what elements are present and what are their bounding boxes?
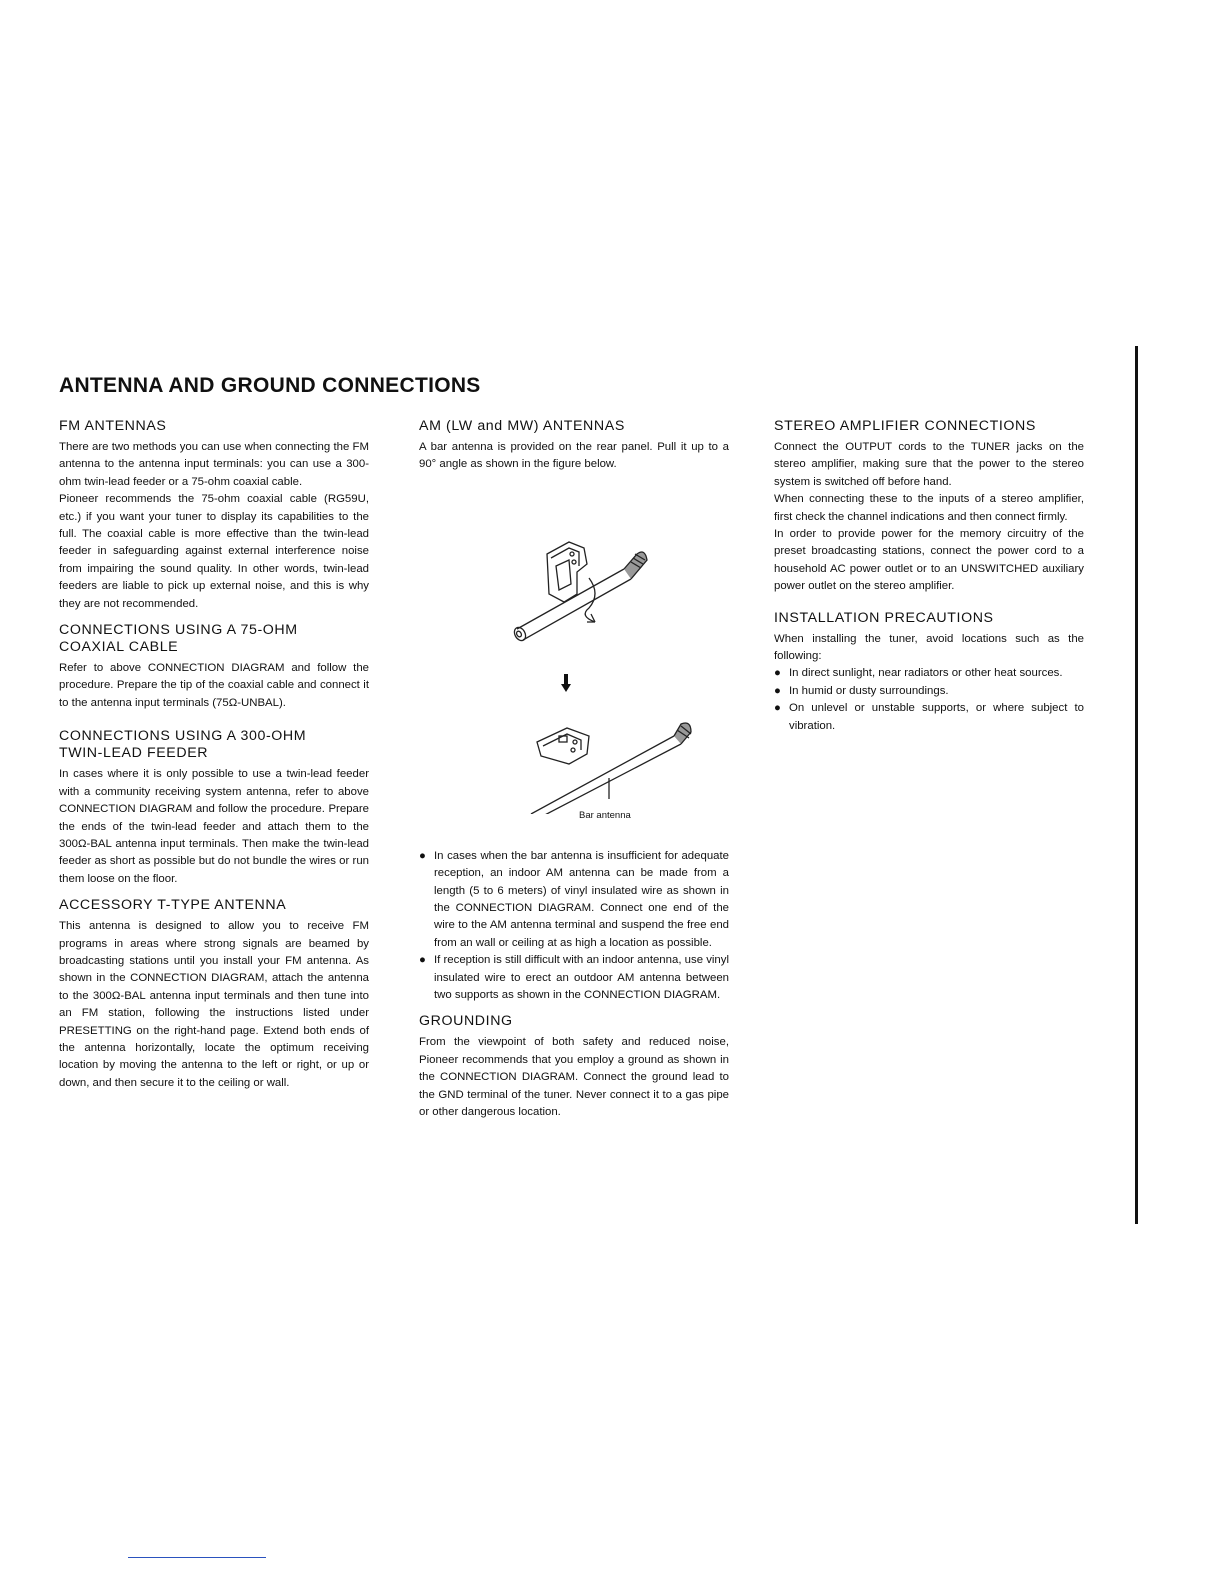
stereo-heading: STEREO AMPLIFIER CONNECTIONS (774, 418, 1036, 434)
stereo-para-1: Connect the OUTPUT cords to the TUNER jacks on the stereo amplifier, making sure that the power to the stereo system is switched off before hand. (774, 441, 1084, 488)
coax-heading-line2: COAXIAL CABLE (59, 639, 179, 656)
column-left (59, 418, 369, 1092)
bar-antenna-figure (419, 474, 729, 821)
am-tips-list (419, 848, 729, 1005)
list-item: ● In humid or dusty surroundings. (774, 683, 1084, 700)
am-antennas-heading: AM (LW and MW) ANTENNAS (419, 418, 625, 434)
twinlead-heading (59, 728, 369, 762)
grounding-heading: GROUNDING (419, 1013, 513, 1030)
bullet-icon: ● (774, 684, 781, 697)
bullet-icon: ● (419, 954, 426, 967)
footnote-divider (128, 1557, 266, 1558)
coax-heading (59, 622, 369, 656)
bar-antenna-label: Bar antenna (579, 809, 631, 821)
install-para: When installing the tuner, avoid locations such as the following: (774, 632, 1084, 663)
fm-antennas-para-2: Pioneer recommends the 75-ohm coaxial cable (RG59U, etc.) if you want your tuner to display its capabilities to the full. The coaxial cable is more effective than the twin-lead feeder in safeguarding against external interference noise from impairing the sound quality. In other words, twin-lead feeders are liable to pick up external noise, and this is why they are not recommended. (59, 493, 369, 610)
ttype-heading: ACCESSORY T-TYPE ANTENNA (59, 897, 287, 914)
column-middle (419, 418, 729, 1122)
list-item: ● In cases when the bar antenna is insufficient for adequate reception, an indoor AM antenna can be made from a length (5 to 6 meters) of vinyl insulated wire as shown in the CONNECTION DIAGRAM. Connect one end of the wire to the AM antenna terminal and suspend the free end from an wall or ceiling at as high a location as possible. (419, 849, 729, 949)
twinlead-para: In cases where it is only possible to use a twin-lead feeder with a community receiving system antenna, refer to above CONNECTION DIAGRAM and follow the procedure. Prepare the ends of the twin-lead feeder and attach them to the 300Ω-BAL antenna input terminals. Then make the twin-lead feeder as short as possible but do not bundle the wires or run them loose on the floor. (59, 768, 369, 885)
am-antennas-para: A bar antenna is provided on the rear panel. Pull it up to a 90° angle as shown in the figure below. (419, 441, 729, 471)
stereo-para-2: When connecting these to the inputs of a stereo amplifier, first check the channel indications and then connect firmly. (774, 493, 1084, 523)
bullet-icon: ● (774, 667, 781, 680)
fm-antennas-heading: FM ANTENNAS (59, 418, 167, 434)
twinlead-heading-line2: TWIN-LEAD FEEDER (59, 745, 209, 762)
list-item: ● If reception is still difficult with an indoor antenna, use vinyl insulated wire to erect an outdoor AM antenna between two supports as shown in the CONNECTION DIAGRAM. (419, 954, 729, 1002)
install-list (774, 665, 1084, 735)
page-title: ANTENNA AND GROUND CONNECTIONS (59, 374, 481, 397)
bar-antenna-illustration (419, 474, 729, 814)
bullet-icon: ● (774, 702, 781, 715)
column-right (774, 418, 1084, 735)
coax-heading-line1: CONNECTIONS USING A 75-OHM (59, 622, 298, 639)
list-item: ● In direct sunlight, near radiators or other heat sources. (774, 665, 1084, 682)
fm-antennas-para-1: There are two methods you can use when connecting the FM antenna to the antenna input terminals: you can use a 300-ohm twin-lead feeder or a 75-ohm coaxial cable. (59, 441, 369, 488)
grounding-para: From the viewpoint of both safety and reduced noise, Pioneer recommends that you employ a ground as shown in the CONNECTION DIAGRAM. Connect the ground lead to the GND terminal of the tuner. Never connect it to a gas pipe or other dangerous location. (419, 1036, 729, 1119)
page-edge-line (1135, 346, 1138, 1224)
ttype-para: This antenna is designed to allow you to receive FM programs in areas where strong signals are beamed by broadcasting stations until you install your FM antenna. As shown in the CONNECTION DIAGRAM, attach the antenna to the 300Ω-BAL antenna input terminals and then tune into an FM station, following the instructions listed under PRESETTING on the right-hand page. Extend both ends of the antenna horizontally, locate the optimum receiving location by moving the antenna to the left or right, or up or down, and then secure it to the ceiling or wall. (59, 920, 369, 1089)
stereo-para-3: In order to provide power for the memory circuitry of the preset broadcasting stations, connect the power cord to a household AC power outlet or to an UNSWITCHED auxiliary power outlet on the stereo amplifier. (774, 528, 1084, 593)
bullet-icon: ● (419, 849, 426, 862)
twinlead-heading-line1: CONNECTIONS USING A 300-OHM (59, 728, 307, 745)
list-item: ● On unlevel or unstable supports, or where subject to vibration. (774, 702, 1084, 732)
coax-para: Refer to above CONNECTION DIAGRAM and follow the procedure. Prepare the tip of the coaxial cable and connect it to the antenna input terminals (75Ω-UNBAL). (59, 662, 369, 709)
install-heading: INSTALLATION PRECAUTIONS (774, 609, 994, 626)
